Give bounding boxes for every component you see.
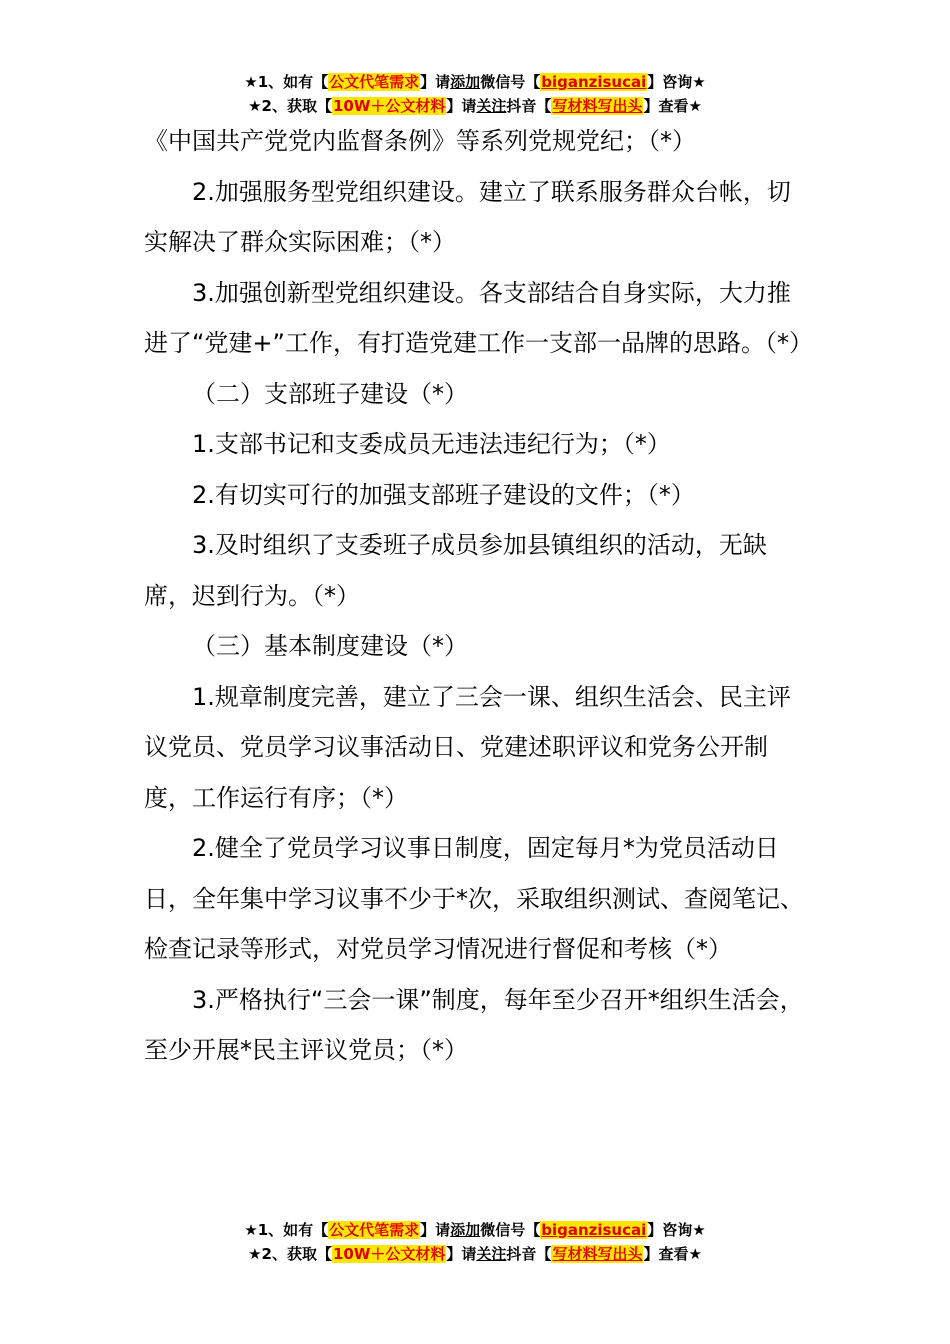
paragraph: 3.及时组织了支委班子成员参加县镇组织的活动，无缺席，迟到行为。（*） [144,531,767,610]
footer-banner [0,1218,950,1266]
star-icon: ★ [692,73,706,91]
douyin-account[interactable]: 写材料写出头 [552,1245,643,1263]
star-icon: ★ [248,1245,262,1263]
highlight-service: 公文代笔需求 [329,73,420,91]
star-icon: ★ [244,1221,258,1239]
paragraph: 3.加强创新型党组织建设。各支部结合自身实际，大力推进了“党建+”工作，有打造党建工作一支部一品牌的思路。（*） [144,278,813,357]
paragraph: 《中国共产党党内监督条例》等系列党规党纪；（*） [144,127,696,155]
banner-line-2: ★2、获取【10W＋公文材料】请关注抖音【写材料写出头】查看★ [248,1245,702,1263]
highlight-materials: 10W＋公文材料 [332,1245,446,1263]
header-banner [0,70,950,118]
document-body [144,116,813,1076]
douyin-account[interactable]: 写材料写出头 [552,97,643,115]
wechat-id[interactable]: biganzisucai [541,1221,647,1239]
paragraph: 3.严格执行“三会一课”制度，每年至少召开*组织生活会，至少开展*民主评议党员；（*） [144,985,804,1064]
wechat-id[interactable]: biganzisucai [541,73,647,91]
section-heading: （三）基本制度建设（*） [192,632,468,660]
paragraph: 1.规章制度完善，建立了三会一课、组织生活会、民主评议党员、党员学习议事活动日、党建述职评议和党务公开制度，工作运行有序；（*） [144,682,791,812]
banner-line-2: ★2、获取【10W＋公文材料】请关注抖音【写材料写出头】查看★ [248,97,702,115]
highlight-service: 公文代笔需求 [329,1221,420,1239]
section-heading: （二）支部班子建设（*） [192,379,468,408]
star-icon: ★ [244,73,258,91]
paragraph: 2.有切实可行的加强支部班子建设的文件；（*） [192,480,695,509]
paragraph: 1.支部书记和支委成员无违法违纪行为；（*） [192,430,671,458]
star-icon: ★ [692,1221,706,1239]
star-icon: ★ [688,1245,702,1263]
banner-line-1: ★1、如有【公文代笔需求】请添加微信号【biganzisucai】咨询★ [244,73,706,91]
highlight-materials: 10W＋公文材料 [332,97,446,115]
banner-line-1: ★1、如有【公文代笔需求】请添加微信号【biganzisucai】咨询★ [244,1221,706,1239]
paragraph: 2.健全了党员学习议事日制度，固定每月*为党员活动日日，全年集中学习议事不少于*次，采取组织测试、查阅笔记、检查记录等形式，对党员学习情况进行督促和考核（*） [144,834,804,963]
star-icon: ★ [688,97,702,115]
paragraph: 2.加强服务型党组织建设。建立了联系服务群众台帐，切实解决了群众实际困难；（*） [144,177,791,256]
star-icon: ★ [248,97,262,115]
